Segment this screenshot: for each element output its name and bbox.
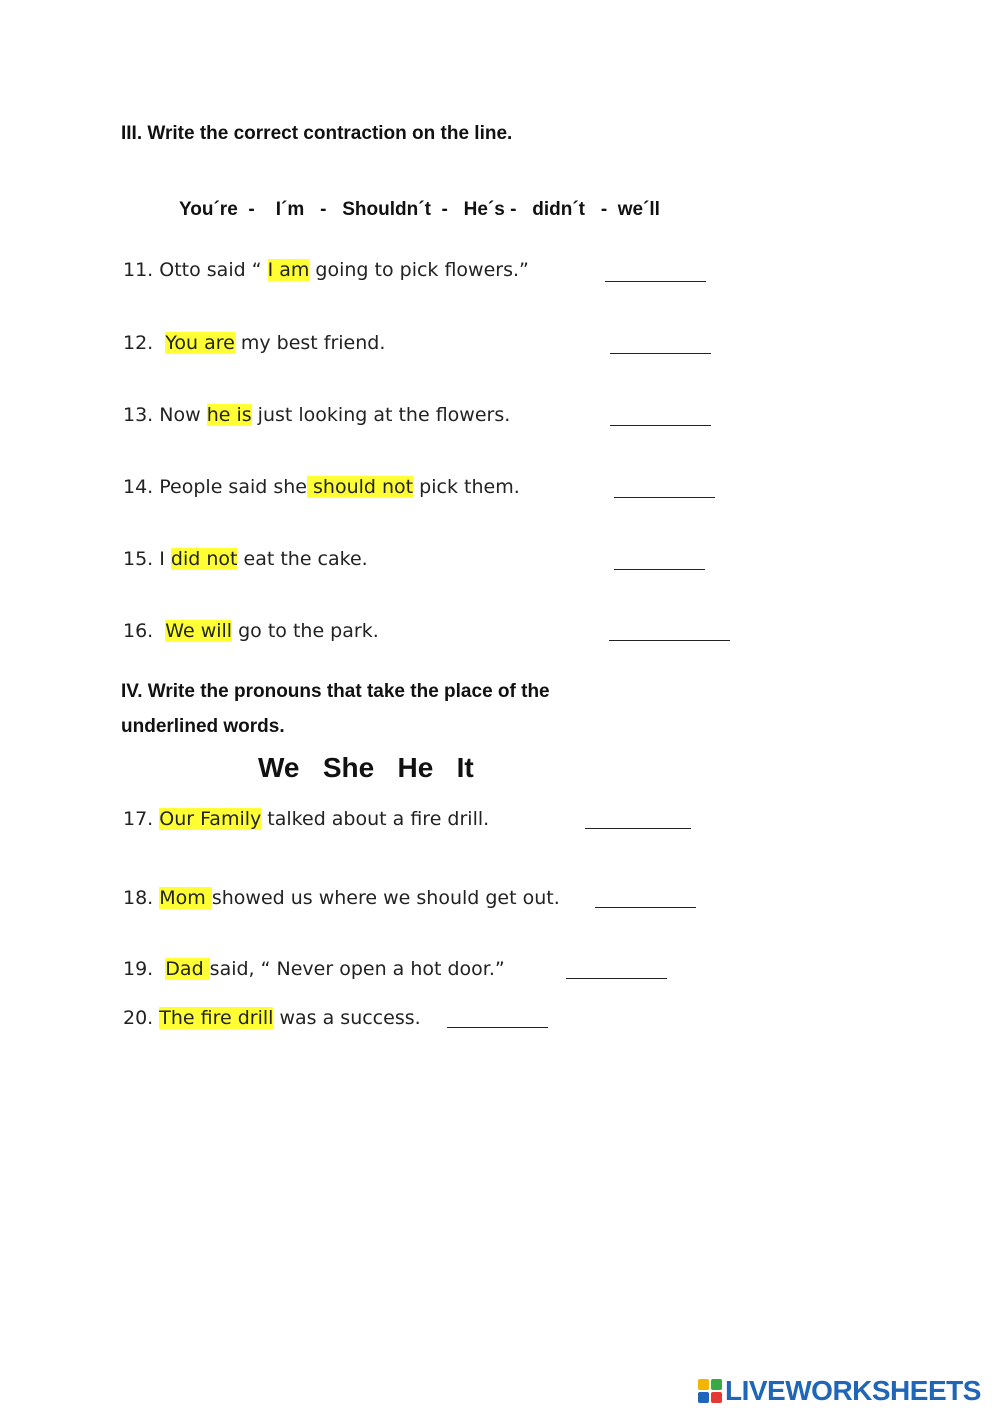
section-3-heading: III. Write the correct contraction on the line. — [121, 123, 513, 144]
section-4-heading: IV. Write the pronouns that take the place of the — [121, 681, 550, 702]
answer-line-19[interactable] — [566, 978, 667, 979]
question-text: pick them. — [413, 476, 520, 498]
liveworksheets-logo — [698, 1376, 981, 1406]
question-text: 19. — [123, 958, 166, 980]
question-text: showed us where we should get out. — [211, 887, 560, 909]
highlighted-phrase: should not — [306, 476, 414, 498]
question-17 — [123, 808, 489, 830]
question-text: 20. — [123, 1007, 160, 1029]
question-18 — [123, 887, 560, 909]
question-text: 12. — [123, 332, 166, 354]
question-text: go to the park. — [232, 620, 379, 642]
pronoun-word-bank: We She He It — [258, 752, 474, 783]
answer-line-12[interactable] — [610, 353, 711, 354]
question-14 — [123, 476, 520, 498]
highlighted-phrase: Dad — [165, 958, 210, 980]
question-text: 11. Otto said “ — [123, 259, 268, 281]
question-text: eat the cake. — [237, 548, 368, 570]
section-4-heading-continued: underlined words. — [121, 716, 285, 737]
question-20 — [123, 1007, 421, 1029]
highlighted-phrase: he is — [206, 404, 252, 426]
highlighted-phrase: The fire drill — [159, 1007, 274, 1029]
logo-block — [698, 1392, 709, 1403]
answer-line-20[interactable] — [447, 1027, 548, 1028]
question-12 — [123, 332, 385, 354]
question-19 — [123, 958, 505, 980]
question-text: 17. — [123, 808, 160, 830]
highlighted-phrase: I am — [267, 259, 310, 281]
question-16 — [123, 620, 379, 642]
logo-block — [711, 1379, 722, 1390]
question-text: 14. People said she — [123, 476, 307, 498]
highlighted-phrase: We will — [165, 620, 233, 642]
logo-block — [711, 1392, 722, 1403]
answer-line-18[interactable] — [595, 907, 696, 908]
answer-line-11[interactable] — [605, 281, 706, 282]
answer-line-13[interactable] — [610, 425, 711, 426]
highlighted-phrase: Mom — [159, 887, 212, 909]
answer-line-17[interactable] — [585, 828, 691, 829]
highlighted-phrase: did not — [170, 548, 238, 570]
answer-line-16[interactable] — [609, 640, 730, 641]
highlighted-phrase: You are — [165, 332, 235, 354]
question-text: going to pick flowers.” — [309, 259, 529, 281]
question-text: said, “ Never open a hot door.” — [209, 958, 505, 980]
contraction-word-bank: You´re - I´m - Shouldn´t - He´s - didn´t - we´ll — [179, 199, 660, 220]
logo-block — [698, 1379, 709, 1390]
highlighted-phrase: Our Family — [159, 808, 262, 830]
question-text: 15. I — [123, 548, 171, 570]
question-text: 16. — [123, 620, 166, 642]
answer-line-14[interactable] — [614, 497, 715, 498]
question-text: 13. Now — [123, 404, 207, 426]
logo-text: LIVEWORKSHEETS — [725, 1375, 981, 1406]
question-text: just looking at the flowers. — [251, 404, 511, 426]
question-15 — [123, 548, 368, 570]
question-text: talked about a fire drill. — [261, 808, 490, 830]
answer-line-15[interactable] — [614, 569, 705, 570]
question-text: 18. — [123, 887, 160, 909]
question-text: was a success. — [273, 1007, 421, 1029]
question-13 — [123, 404, 510, 426]
question-text: my best friend. — [234, 332, 386, 354]
question-11 — [123, 259, 529, 281]
logo-blocks-icon — [698, 1379, 722, 1403]
